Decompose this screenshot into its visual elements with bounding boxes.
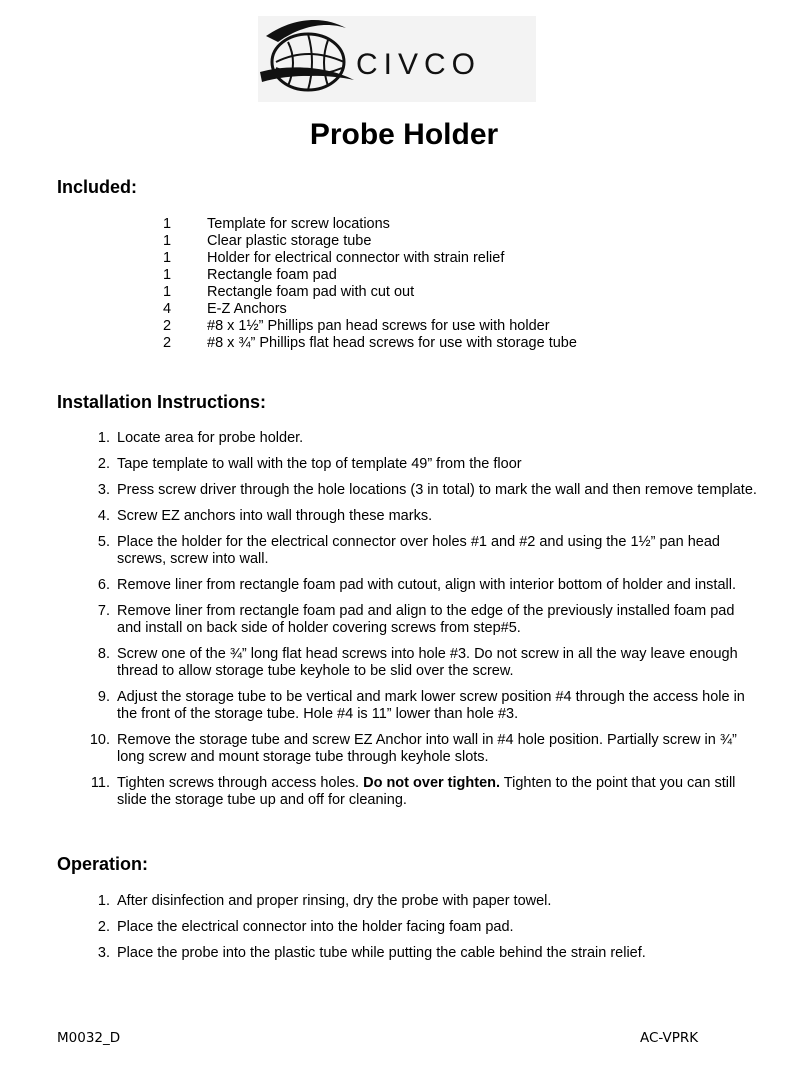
- step-number: 2.: [97, 919, 110, 935]
- step-number: 9.: [97, 689, 110, 705]
- civco-logo: [258, 16, 536, 102]
- step-number: 1.: [97, 430, 110, 446]
- included-item: [160, 233, 577, 250]
- step-text: Locate area for probe holder.: [117, 430, 304, 446]
- step-number: 3.: [97, 945, 110, 961]
- included-item: [160, 267, 577, 284]
- step-text-part: Tighten screws through access holes.: [117, 775, 364, 791]
- step-text: Press screw driver through the hole locations (3 in total) to mark the wall and then remove template.: [117, 482, 757, 498]
- included-item: [160, 216, 577, 233]
- operation-heading: Operation:: [57, 854, 149, 874]
- step-number: 7.: [97, 603, 110, 619]
- included-qty: 1: [163, 233, 172, 249]
- included-item: [160, 301, 577, 318]
- step-number: 5.: [97, 534, 110, 550]
- step-item: [57, 482, 757, 499]
- step-text: Adjust the storage tube to be vertical and mark lower screw position #4 through the access hole in the front of the storage tube. Hole #4 is 11” lower than hole #3.: [117, 689, 745, 722]
- step-item: [57, 456, 757, 473]
- included-item: [160, 284, 577, 301]
- included-desc: Rectangle foam pad with cut out: [207, 284, 415, 300]
- step-text-part: Tighten to the point that you can still slide the storage tube up and off for cleaning.: [117, 775, 736, 808]
- page-title: Probe Holder: [309, 118, 499, 151]
- step-number: 3.: [97, 482, 110, 498]
- included-desc: Rectangle foam pad: [207, 267, 337, 283]
- installation-heading: Installation Instructions:: [57, 392, 267, 412]
- step-number: 2.: [97, 456, 110, 472]
- operation-steps: [57, 893, 757, 971]
- step-text: Screw one of the ¾” long flat head screws into hole #3. Do not screw in all the way leave enough thread to allow storage tube keyhole to be slid over the screw.: [117, 646, 738, 679]
- footer-part-number: AC-VPRK: [640, 1030, 699, 1046]
- step-number: 1.: [97, 893, 110, 909]
- step-item: [57, 646, 757, 680]
- step-text: Tape template to wall with the top of template 49” from the floor: [117, 456, 522, 472]
- logo-wordmark: CIVCO: [356, 48, 482, 81]
- footer-doc-number: M0032_D: [57, 1030, 121, 1046]
- step-text: After disinfection and proper rinsing, dry the probe with paper towel.: [117, 893, 552, 909]
- step-item: [57, 689, 757, 723]
- step-number: 6.: [97, 577, 110, 593]
- step-text: Place the electrical connector into the holder facing foam pad.: [117, 919, 514, 935]
- step-number: 11.: [90, 775, 110, 791]
- step-item: [57, 775, 757, 809]
- step-text: [110, 775, 757, 809]
- step-item: [57, 430, 757, 447]
- installation-steps: [57, 430, 757, 818]
- included-item: [160, 318, 577, 335]
- globe-swoosh-icon: [258, 16, 536, 102]
- included-qty: 2: [163, 318, 172, 334]
- included-qty: 1: [163, 267, 172, 283]
- step-text: Place the probe into the plastic tube while putting the cable behind the strain relief.: [117, 945, 646, 961]
- step-item: [57, 919, 757, 936]
- included-item: [160, 335, 577, 352]
- included-qty: 4: [163, 301, 172, 317]
- included-item: [160, 250, 577, 267]
- step-text: Remove the storage tube and screw EZ Anchor into wall in #4 hole position. Partially screw in ¾” long screw and mount storage tube through keyhole slots.: [117, 732, 737, 765]
- included-qty: 2: [163, 335, 172, 351]
- step-item: [57, 577, 757, 594]
- step-text: Screw EZ anchors into wall through these marks.: [117, 508, 433, 524]
- step-number: 8.: [97, 646, 110, 662]
- step-text-emphasis: Do not over tighten.: [363, 775, 501, 791]
- included-heading: Included:: [57, 177, 137, 197]
- step-text: Place the holder for the electrical connector over holes #1 and #2 and using the 1½” pan head screws, screw into wall.: [117, 534, 720, 567]
- step-number: 4.: [97, 508, 110, 524]
- included-qty: 1: [163, 216, 172, 232]
- included-qty: 1: [163, 250, 172, 266]
- included-qty: 1: [163, 284, 172, 300]
- step-number: 10.: [89, 732, 110, 748]
- included-desc: E-Z Anchors: [207, 301, 287, 317]
- step-item: [57, 534, 757, 568]
- step-item: [57, 732, 757, 766]
- included-list: [160, 216, 577, 352]
- step-item: [57, 603, 757, 637]
- included-desc: Holder for electrical connector with strain relief: [207, 250, 505, 266]
- included-desc: #8 x ¾” Phillips flat head screws for use with storage tube: [207, 335, 577, 351]
- step-item: [57, 945, 757, 962]
- step-item: [57, 508, 757, 525]
- step-text: Remove liner from rectangle foam pad and align to the edge of the previously installed foam pad and install on back side of holder covering screws from step#5.: [117, 603, 735, 636]
- included-desc: Clear plastic storage tube: [207, 233, 372, 249]
- included-desc: #8 x 1½” Phillips pan head screws for use with holder: [207, 318, 550, 334]
- included-desc: Template for screw locations: [207, 216, 390, 232]
- step-item: [57, 893, 757, 910]
- step-text: Remove liner from rectangle foam pad with cutout, align with interior bottom of holder and install.: [117, 577, 736, 593]
